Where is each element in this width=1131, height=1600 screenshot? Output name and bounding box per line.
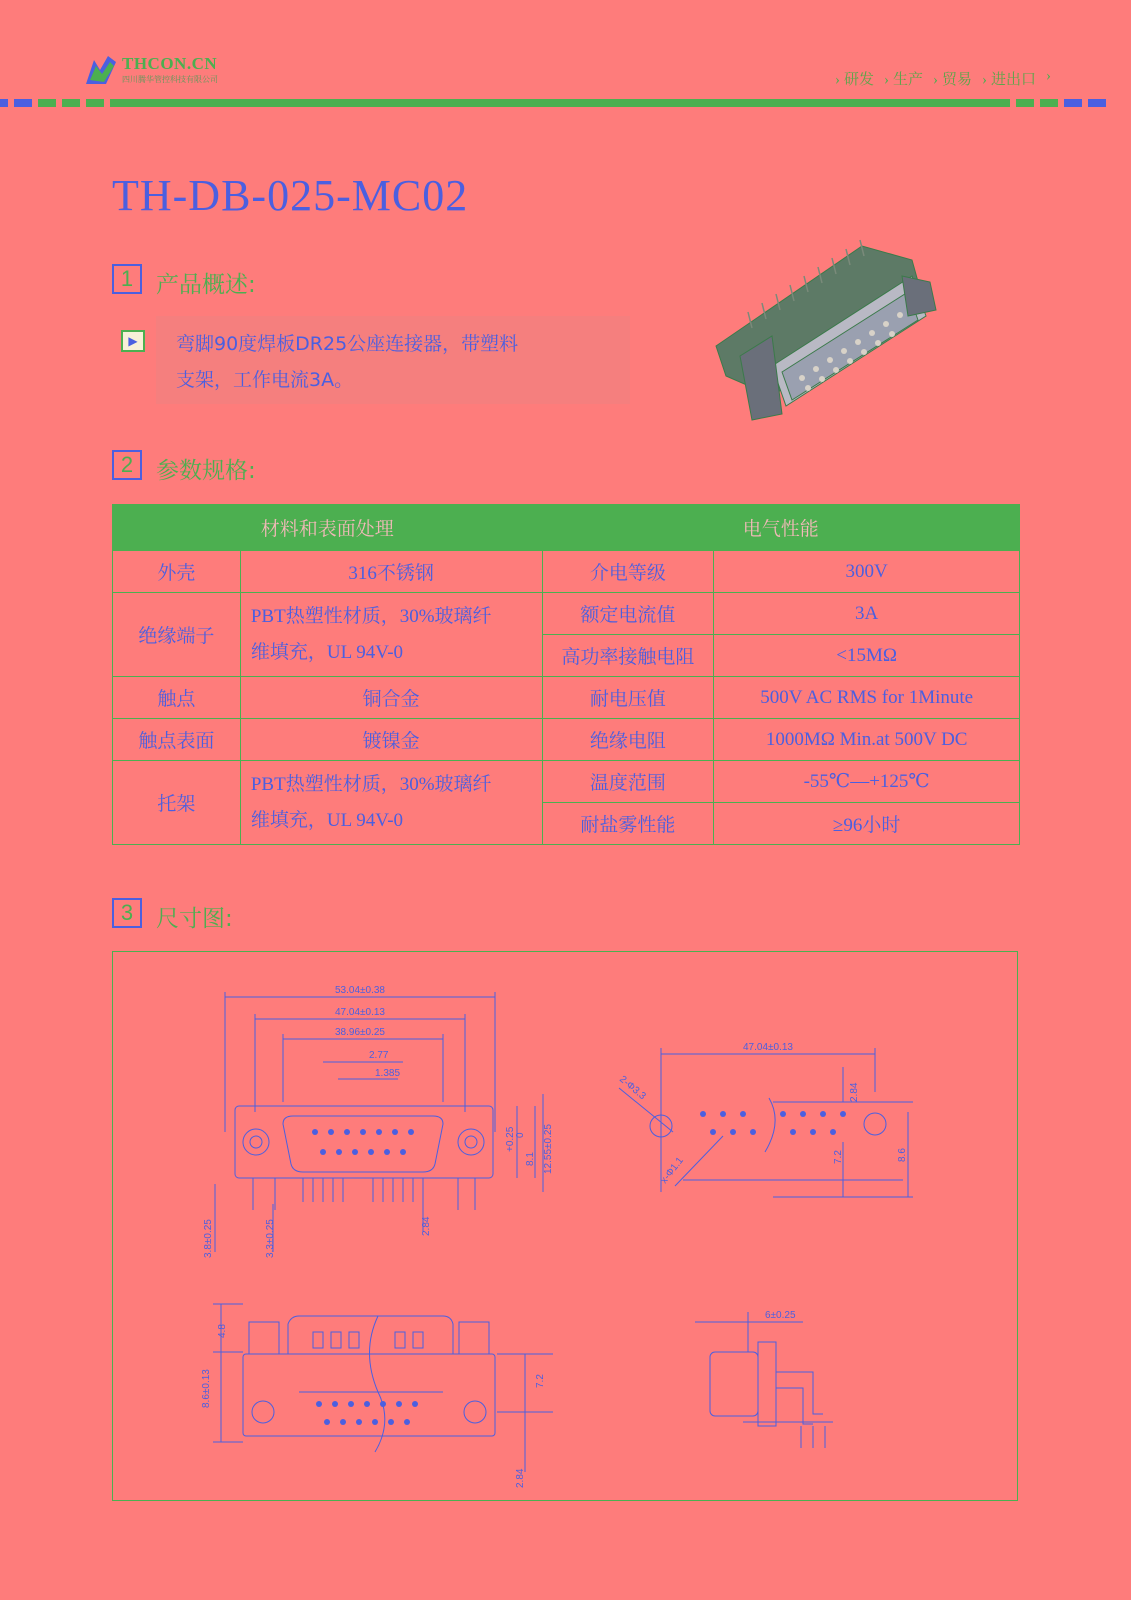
overview-line-2: 支架，工作电流3A。 — [176, 369, 354, 391]
spec-value: 镀镍金 — [240, 719, 542, 761]
spec-value: 500V AC RMS for 1Minute — [714, 677, 1020, 719]
dim-front-bottom-3: 2.84 — [421, 1216, 432, 1236]
logo-text: THCON.CN — [122, 54, 218, 73]
spec-value: -55℃—+125℃ — [714, 761, 1020, 803]
spec-label: 耐电压值 — [542, 677, 714, 719]
dim-pcb-holes: 2-Φ3.3 — [617, 1073, 648, 1103]
spec-value: 3A — [714, 593, 1020, 635]
nav-end-arrow-icon: › — [1046, 68, 1051, 84]
spec-label: 高功率接触电阻 — [542, 635, 714, 677]
dim-front-width-mount: 47.04±0.13 — [335, 1007, 385, 1018]
top-nav — [835, 68, 1051, 89]
dim-front-bottom-2: 3.3±0.25 — [265, 1219, 276, 1258]
overview-line-1: 弯脚90度焊板DR25公座连接器，带塑料 — [176, 333, 519, 355]
dim-bottom-height-4: 2.84 — [515, 1468, 526, 1488]
spec-label: 额定电流值 — [542, 593, 714, 635]
header-divider-stripe — [0, 99, 1131, 107]
logo-company-name: 四川腾华管控科技有限公司 — [122, 75, 218, 84]
page-title: TH-DB-025-MC02 — [112, 171, 469, 220]
spec-value: 铜合金 — [240, 677, 542, 719]
dim-pcb-height-1: 2.84 — [849, 1082, 860, 1102]
spec-label: 触点 — [113, 677, 241, 719]
spec-label: 绝缘电阻 — [542, 719, 714, 761]
dim-front-width-overall: 53.04±0.38 — [335, 985, 385, 996]
dim-front-height-outer: 12.55±0.25 — [543, 1124, 554, 1174]
spec-value: <15MΩ — [714, 635, 1020, 677]
section-title-overview: 产品概述: — [156, 272, 256, 298]
dim-pcb-height-3: 8.6 — [897, 1148, 908, 1162]
spec-value: 316不锈钢 — [240, 551, 542, 593]
dim-front-half-pitch: 1.385 — [375, 1068, 401, 1079]
spec-value: ≥96小时 — [714, 803, 1020, 845]
dimension-drawing-box — [112, 951, 1018, 1501]
spec-label: 温度范围 — [542, 761, 714, 803]
spec-table — [112, 504, 1020, 845]
section-number-2: 2 — [112, 450, 142, 480]
play-bullet-icon: ▶ — [121, 330, 145, 352]
dimension-drawing — [113, 952, 1017, 1500]
section-number-3: 3 — [112, 898, 142, 928]
spec-value: PBT热塑性材质，30%玻璃纤 维填充，UL 94V-0 — [240, 761, 542, 845]
spec-value: PBT热塑性材质，30%玻璃纤 维填充，UL 94V-0 — [240, 593, 542, 677]
spec-label: 托架 — [113, 761, 241, 845]
dim-bottom-height-3: 7.2 — [535, 1374, 546, 1388]
spec-header-electrical: 电气性能 — [542, 505, 1020, 551]
dim-pcb-pins: x-Φ1.1 — [658, 1155, 686, 1186]
overview-text-box — [156, 316, 630, 404]
spec-value: 300V — [714, 551, 1020, 593]
section-title-specs: 参数规格: — [156, 458, 256, 484]
dim-pcb-height-2: 7.2 — [833, 1150, 844, 1164]
nav-item-production[interactable]: › 生产 — [884, 68, 923, 89]
dim-front-height-tol: +0.25 — [505, 1126, 516, 1152]
dim-side-width: 6±0.25 — [765, 1310, 796, 1321]
spec-value: 1000MΩ Min.at 500V DC — [714, 719, 1020, 761]
spec-label: 触点表面 — [113, 719, 241, 761]
dim-front-height-inner: 8.1 — [525, 1152, 536, 1166]
dim-front-height-tol-low: 0 — [515, 1132, 526, 1138]
section-title-dimensions: 尺寸图: — [156, 906, 233, 932]
dim-front-bottom-1: 3.8±0.25 — [203, 1219, 214, 1258]
dim-front-pitch: 2.77 — [369, 1050, 389, 1061]
spec-label: 绝缘端子 — [113, 593, 241, 677]
connector-product-image — [712, 236, 948, 432]
nav-item-import-export[interactable]: › 进出口 — [982, 68, 1036, 89]
nav-item-trade[interactable]: › 贸易 — [933, 68, 972, 89]
dim-pcb-width: 47.04±0.13 — [743, 1042, 793, 1053]
dim-front-width-shell: 38.96±0.25 — [335, 1027, 385, 1038]
nav-item-research[interactable]: › 研发 — [835, 68, 874, 89]
thcon-logo-icon — [86, 56, 116, 84]
spec-label: 外壳 — [113, 551, 241, 593]
dim-bottom-height-2: 8.6±0.13 — [201, 1369, 212, 1408]
spec-label: 介电等级 — [542, 551, 714, 593]
dim-bottom-height-1: 4.8 — [217, 1324, 228, 1338]
section-number-1: 1 — [112, 264, 142, 294]
spec-label: 耐盐雾性能 — [542, 803, 714, 845]
spec-header-materials: 材料和表面处理 — [113, 505, 543, 551]
